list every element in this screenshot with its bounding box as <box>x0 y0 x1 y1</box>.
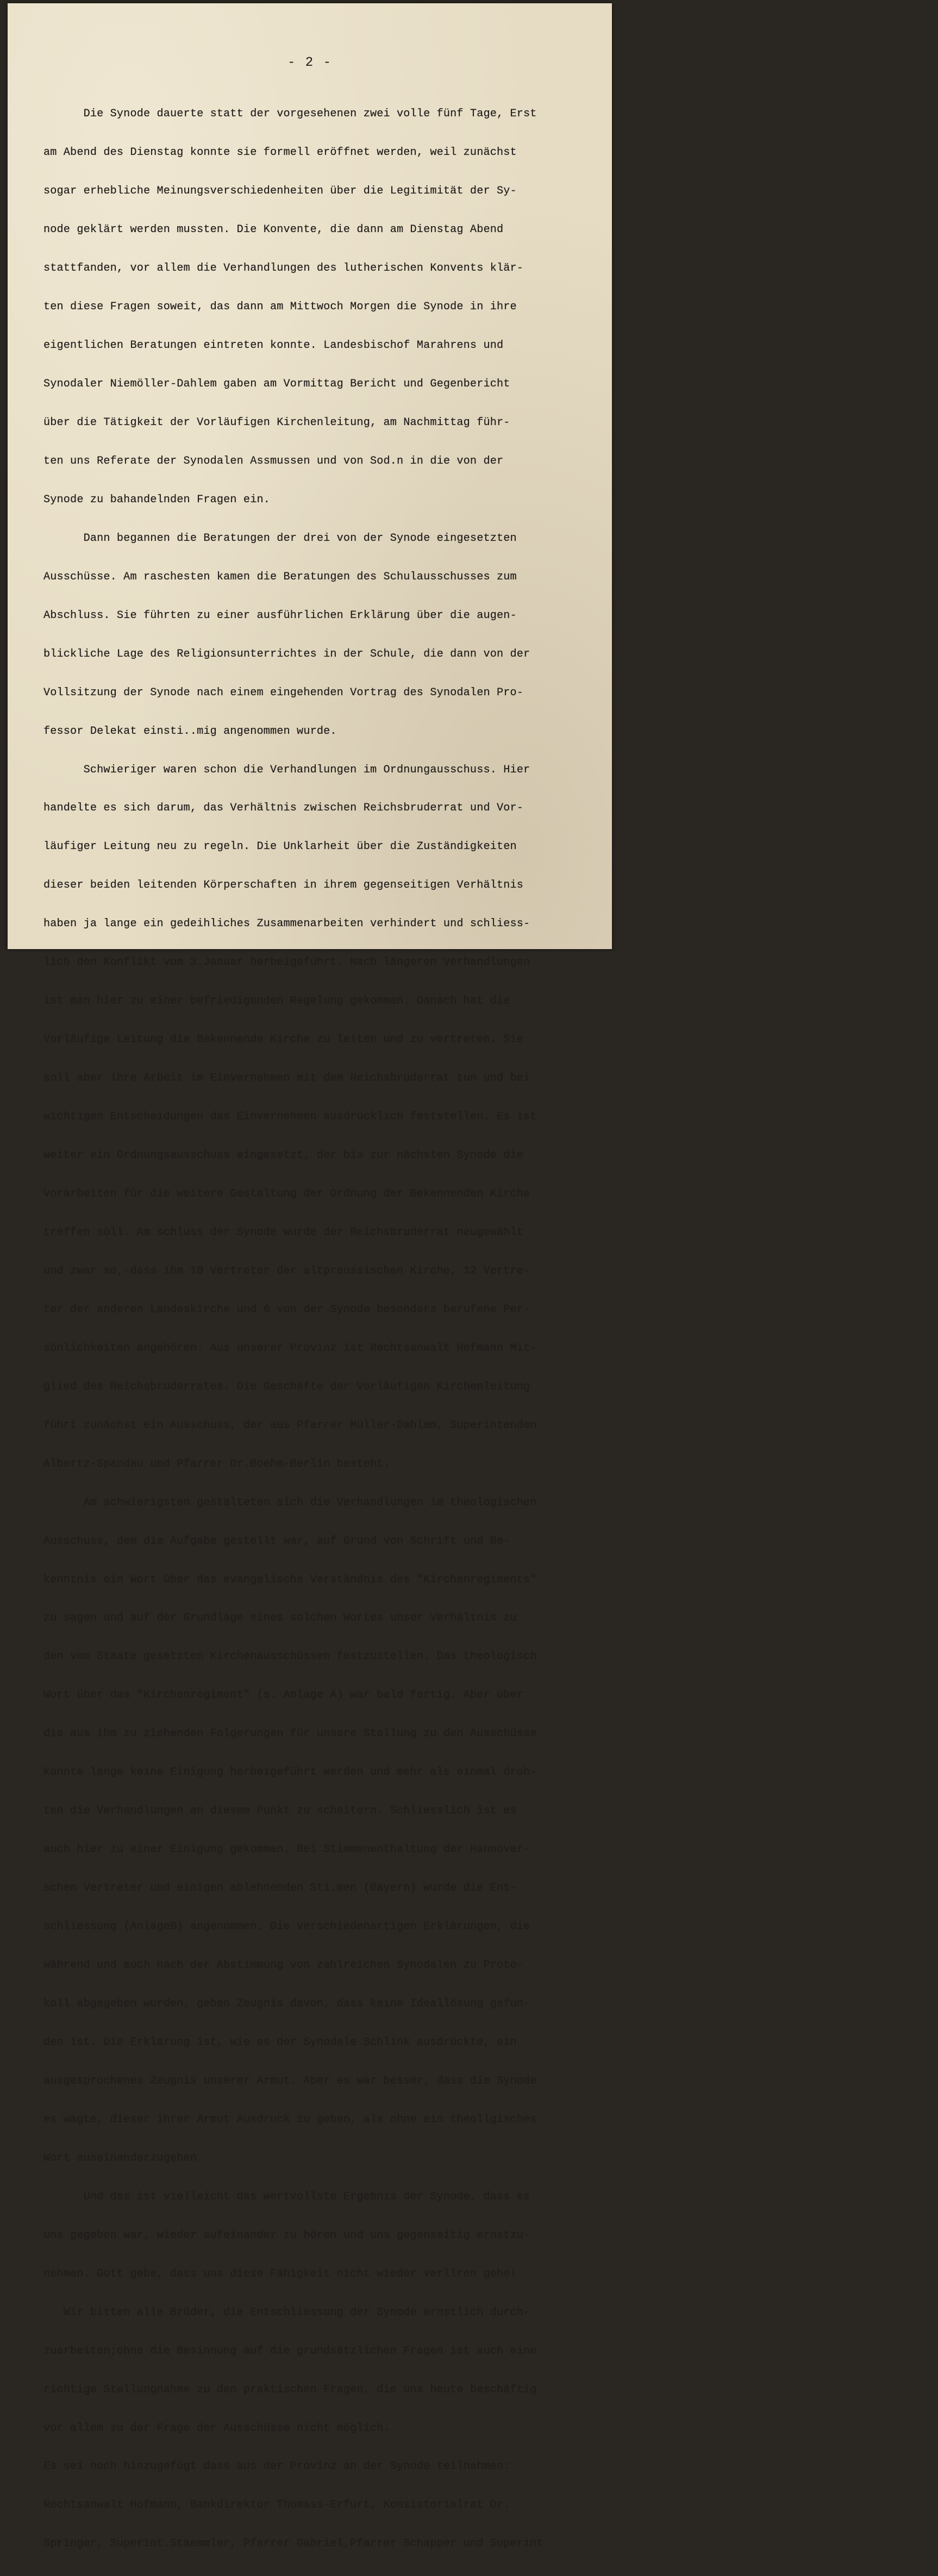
text-line: konnte lange keine Einigung herbeigeführt werden und mehr als einmal droh- <box>43 1766 537 1779</box>
text-line: zu sagen und auf der Grundlage eines solchen Wortes unser Verhältnis zu <box>43 1612 517 1625</box>
text-line: richtige Stellungnahme zu den praktischen Fragen, die uns heute beschäftig <box>43 2383 537 2396</box>
text-line: vor allem zu der Frage der Ausschüsse nicht möglich. <box>43 2422 390 2435</box>
text-line: koll abgegeben wurden, geben Zeugnis davon, dass keine Ideallösung gefun- <box>43 1998 530 2011</box>
text-line: blickliche Lage des Religionsunterrichtes in der Schule, die dann von der <box>43 647 530 660</box>
text-line: nehmen. Gott gebe, dass uns diese Fähigkeit nicht wieder verllren gehe! <box>43 2267 517 2280</box>
text-line: Vorläufige Leitung die Bekennende Kirche zu leiten und zu vertreten. Sie <box>43 1033 524 1046</box>
typewritten-body <box>43 82 620 2576</box>
text-line: am Abend des Dienstag konnte sie formell eröffnet werden, weil zunächst <box>43 146 517 159</box>
text-line: Albertz-Spandau und Pfarrer Dr.Boehm-Berlin besteht. <box>43 1457 390 1470</box>
text-line: haben ja lange ein gedeihliches Zusammenarbeiten verhindert und schliess- <box>43 918 530 931</box>
text-line: ter der anderen Landeskirche und 6 von der Synode besonders berufene Per- <box>43 1303 530 1316</box>
show-through-text <box>8 3 938 41</box>
text-line: auch hier zu einer Einigung gekommen. Bei Stimmenenthaltung der Hannover- <box>43 1843 530 1856</box>
text-line: Am schwierigsten gestalteten sich die Verhandlungen im theologischen <box>43 1496 537 1509</box>
text-line: den ist. Die Erklärung ist, wie es der Synodale Schlink ausdrückte, ein <box>43 2036 517 2049</box>
text-line: treffen soll. Am schluss der Synode wurde der Reichsbruderrat neugewählt <box>43 1226 524 1239</box>
text-line: kenntnis ein Wort über das evangelische Verständnis des "Kirchenregiments" <box>43 1573 537 1586</box>
text-line: Rechtsanwalt Hofmann, Bankdirektor Thomass-Erfurt, Konsistorialrat Dr. <box>43 2499 510 2512</box>
text-line: sönlichkeiten angehören. Aus unserer Provinz ist Rechtsanwalt Hofmann Mit- <box>43 1342 537 1355</box>
text-line: schen Vertreter und einigen ablehnenden Sti.men (Bayern) wurde die Ent- <box>43 1882 517 1895</box>
text-line: eigentlichen Beratungen eintreten konnte. Landesbischof Marahrens und <box>43 339 504 352</box>
text-line: stattfanden, vor allem die Verhandlungen des lutherischen Konvents klär- <box>43 262 524 275</box>
text-line: die aus ihm zu ziehenden Folgerungen für unsere Stellung zu den Ausschüsse <box>43 1727 537 1741</box>
text-line: läufiger Leitung neu zu regeln. Die Unklarheit über die Zuständigkeiten <box>43 840 517 853</box>
text-line: führt zunächst ein Ausschuss, der aus Pfarrer Müller-Dahlem, Superintenden <box>43 1419 537 1432</box>
text-line: ausgesprochenes Zeugnis unserer Armut. Aber es war besser, dass die Synode <box>43 2074 537 2087</box>
text-line: über die Tätigkeit der Vorläufigen Kirchenleitung, am Nachmittag führ- <box>43 416 510 429</box>
text-line: dieser beiden leitenden Körperschaften in ihrem gegenseitigen Verhältnis <box>43 879 524 892</box>
text-line: Und das ist vielleicht das wertvollste Ergebnis der Synode, dass es <box>43 2190 530 2203</box>
text-line: Synode zu bahandelnden Fragen ein. <box>43 493 270 506</box>
text-line: Dann begannen die Beratungen der drei von der Synode eingesetzten <box>43 532 517 545</box>
text-line: ten die Verhandlungen an diesem Punkt zu scheitern. Schliesslich ist es <box>43 1805 517 1818</box>
text-line: Ausschuss, dem die Aufgabe gestellt war, auf Grund von Schrift und Be- <box>43 1535 510 1548</box>
text-line: sogar erhebliche Meinungsverschiedenheiten über die Legitimität der Sy- <box>43 185 517 198</box>
text-line: Wir bitten alle Brüder, die Entschliessung der Synode ernstlich durch- <box>43 2306 530 2319</box>
text-line: Schwieriger waren schon die Verhandlungen im Ordnungausschuss. Hier <box>43 763 530 776</box>
text-line: weiter ein Ordnungsausschuss eingesetzt, der bis zur nächsten Synode die <box>43 1149 524 1162</box>
text-line: ten diese Fragen soweit, das dann am Mittwoch Morgen die Synode in ihre <box>43 301 517 314</box>
text-line: schliessung (AnlageB) angenommen. Die verschiedenartigen Erklärungen, die <box>43 1920 530 1933</box>
text-line: node geklärt werden mussten. Die Konvente, die dann am Dienstag Abend <box>43 223 504 236</box>
text-line: Abschluss. Sie führten zu einer ausführlichen Erklärung über die augen- <box>43 609 517 622</box>
text-line: Synodaler Niemöller-Dahlem gaben am Vormittag Bericht und Gegenbericht <box>43 377 510 390</box>
text-line: Es sei noch hinzugefügt dass aus der Provinz an der Synode teilnahmen: <box>43 2460 510 2473</box>
text-line: Wort auseinanderzugehen. <box>43 2151 204 2165</box>
text-line: uns gegeben war, wieder aufeinander zu hören und uns gegenseitig ernstzu- <box>43 2229 530 2242</box>
text-line: und zwar so,-dass ihm 10 Vertreter der altpreussischen Kirche, 12 Vertre- <box>43 1264 530 1277</box>
text-line: den vom Staate gesetzten Kirchenausschüssen festzustellen. Das theologisch <box>43 1650 537 1663</box>
text-line: ist man hier zu einer befriedigenden Regelung gekommen. Danach hat die <box>43 995 510 1008</box>
page-number: - 2 - <box>287 55 332 70</box>
text-line: Ausschüsse. Am raschesten kamen die Beratungen des Schulausschusses zum <box>43 570 517 583</box>
document-page <box>8 3 612 2550</box>
text-line: handelte es sich darum, das Verhältnis zwischen Reichsbruderrat und Vor- <box>43 802 524 815</box>
text-line: Wort über das "Kirchenregiment" (s. Anlage A) war bald fertig. Aber über <box>43 1689 524 1702</box>
text-line: Vorarbeiten für die weitere Gestaltung der Ordnung der Bekennenden Kirche <box>43 1188 530 1200</box>
text-line: wichtigen Entscheidungen das Einvernehmen ausdrücklich feststellen. Es ist <box>43 1111 537 1124</box>
text-line: Die Synode dauerte statt der vorgesehenen zwei volle fünf Tage, Erst <box>43 108 537 121</box>
text-line: Vollsitzung der Synode nach einem eingehenden Vortrag des Synodalen Pro- <box>43 686 524 699</box>
text-line: während und auch nach der Abstimmung von zahlreichen Synodalen zu Proto- <box>43 1959 524 1972</box>
text-line: glied des Reichsbruderrates. Die Geschäfte der Vorläufigen Kirchenleitung <box>43 1380 530 1393</box>
text-line: soll aber ihre Arbeit im Einvernehmen mit dem Reichsbruderrat tun und bei <box>43 1072 530 1085</box>
text-line: lich den Konflikt vom 3.Januar herbeigeführt. Nach längeren Verhandlungen <box>43 956 530 969</box>
text-line: Springer, Superint.Staemmler, Pfarrer Gabriel,Pfarrer Schapper und Superint <box>43 2537 543 2550</box>
text-line: es wagte, dieser ihrer Armut Ausdruck zu geben, als ohne ein theollgisches <box>43 2113 537 2126</box>
text-line: zuarbeiten;ohne die Besinnung auf die grundsätzlichen Fragen ist auch eine <box>43 2344 537 2357</box>
text-line: ten uns Referate der Synodalen Assmussen und von Sod.n in die von der <box>43 454 504 467</box>
text-line: fessor Delekat einsti..mig angenommen wurde. <box>43 725 337 738</box>
